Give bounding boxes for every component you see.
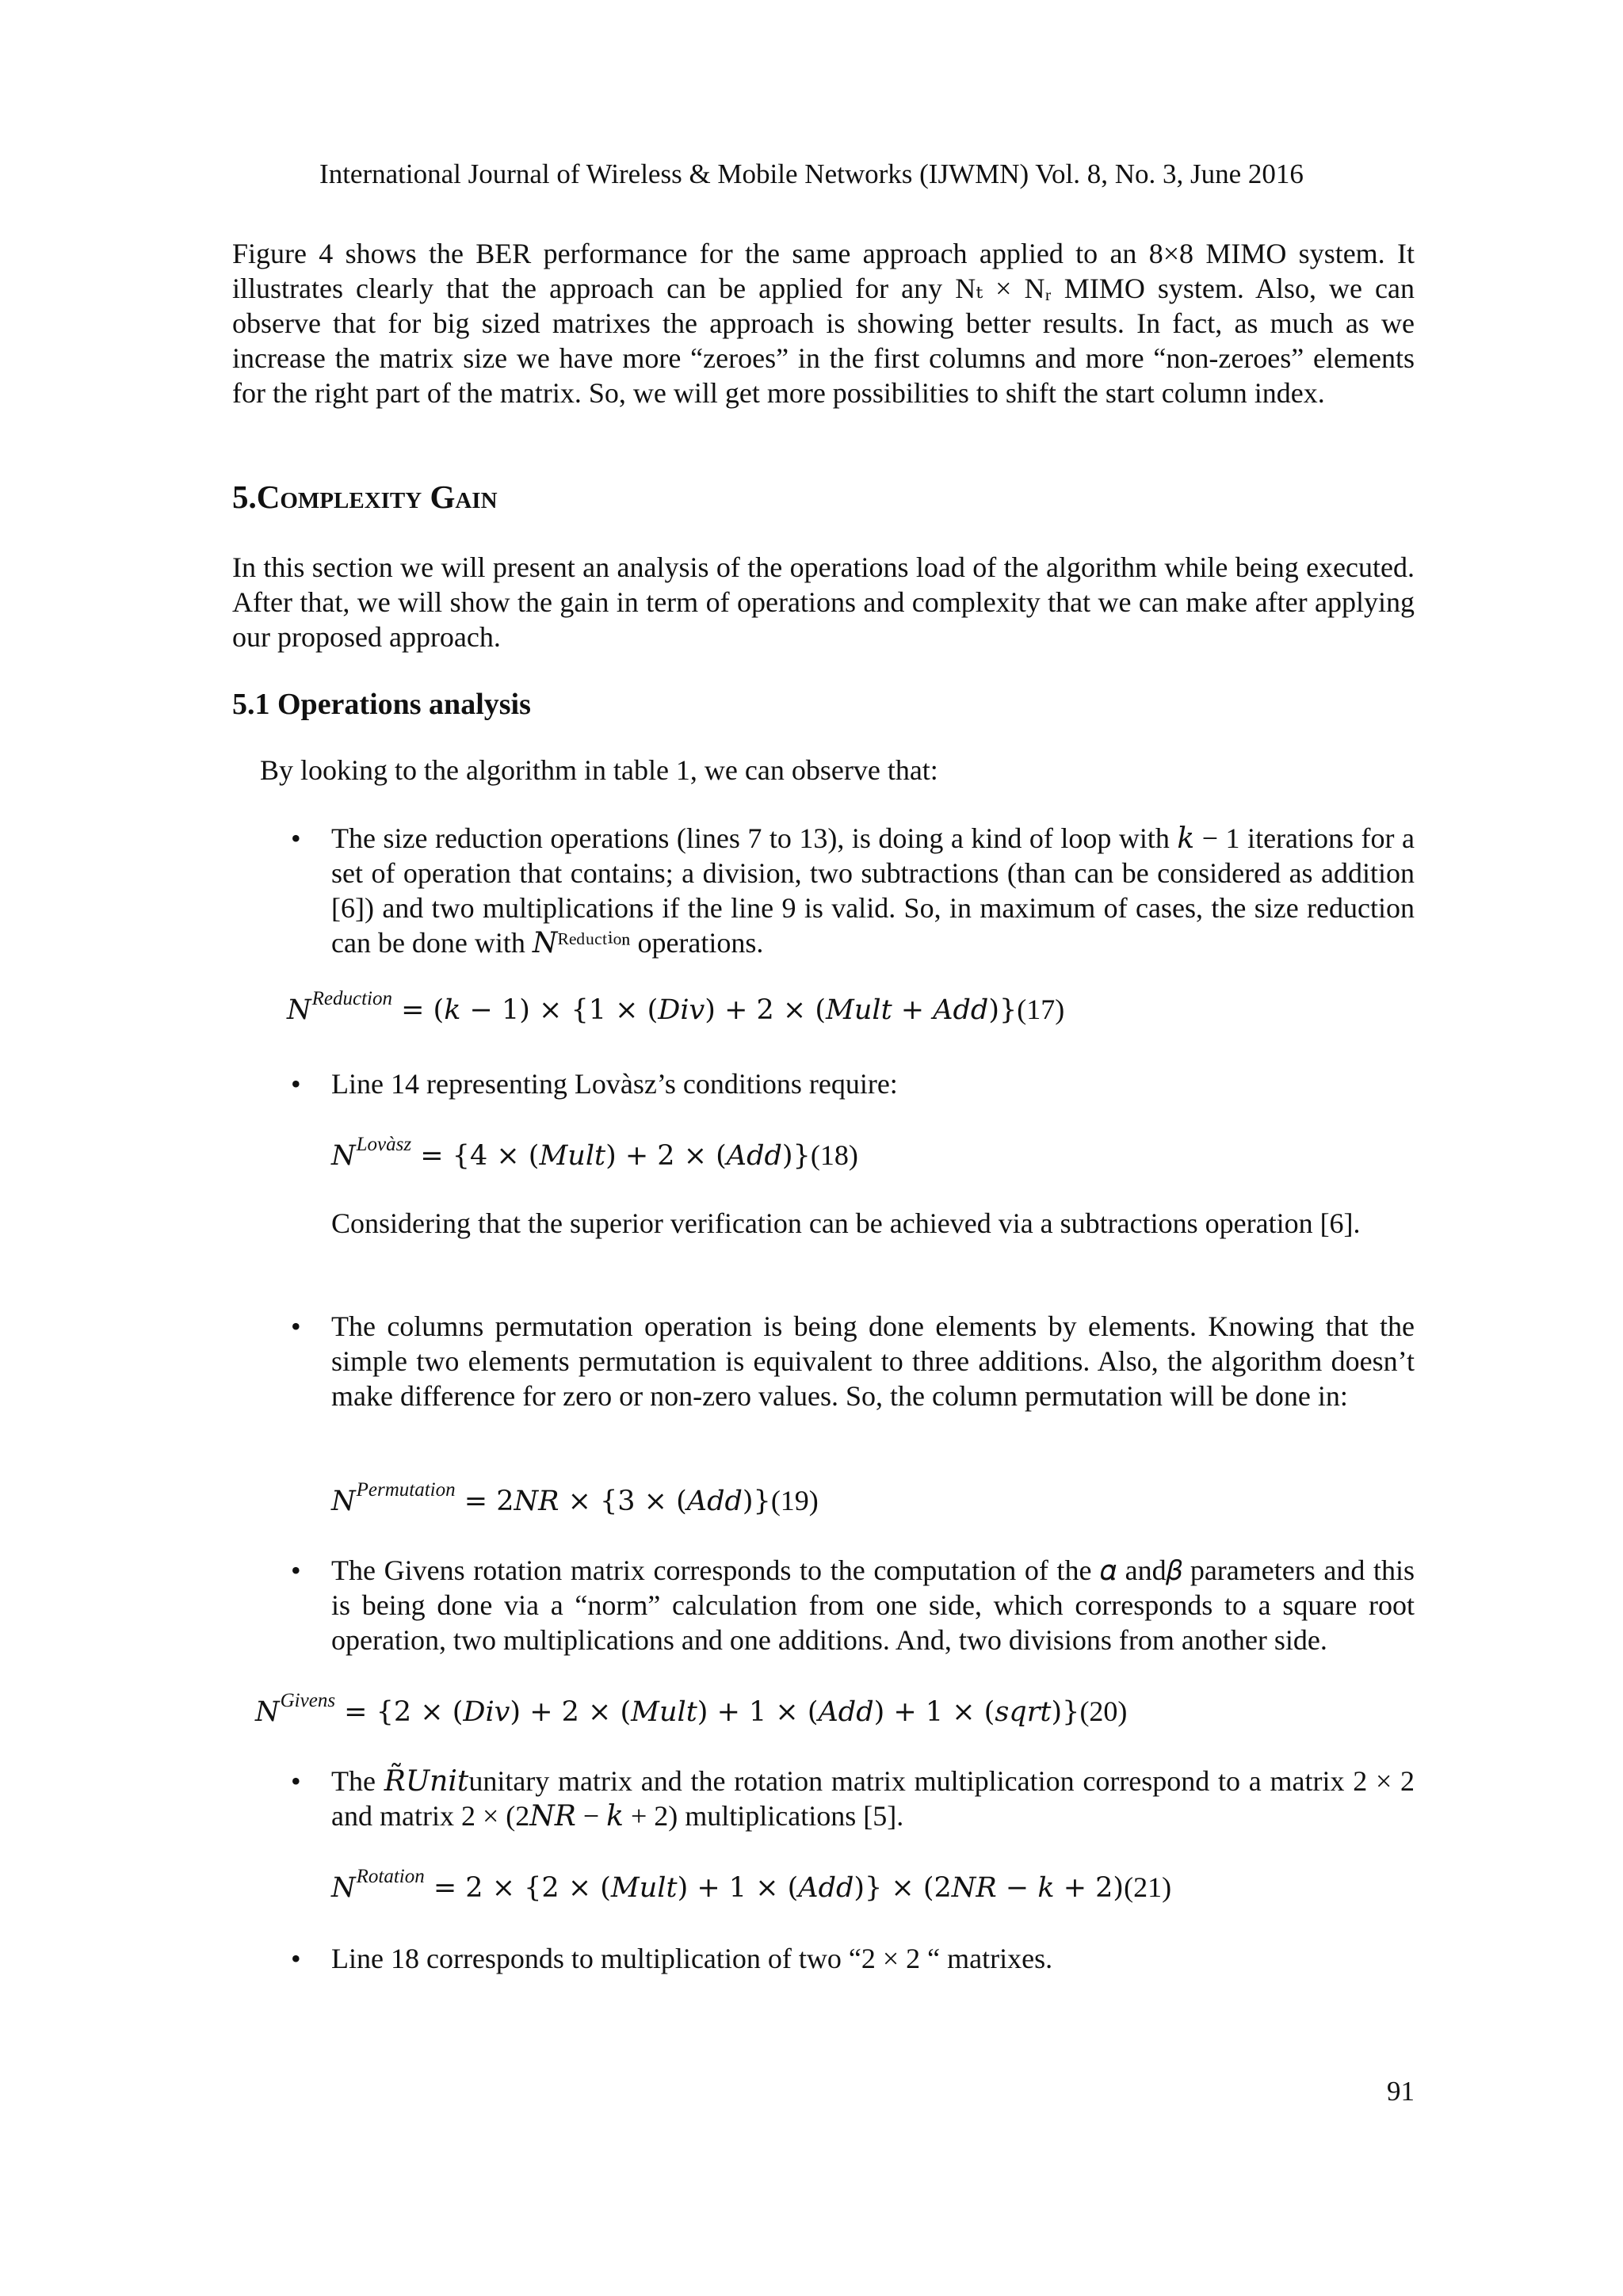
intro-paragraph-text: Figure 4 shows the BER performance for the same approach applied to an 8×8 MIMO system. It illustrates clearly that the approach can be applied for any Nₜ × Nᵣ MIMO system. Also, we can observe that for big sized matrixes the approach is showing better results. In fact, as much as we increase the matrix size we have more “zeroes” in the first columns and more “non-zeroes” elements for the right part of the matrix. So, we will get more possibilities to shift the start column index.	[232, 238, 1415, 409]
equation-20-number: (20)	[1079, 1695, 1128, 1727]
equation-19-body: = 2𝑁𝑅 × {3 × (𝐴𝑑𝑑)}	[455, 1486, 771, 1517]
equation-19-base: 𝑁	[331, 1486, 356, 1517]
bullet-line-18: Line 18 corresponds to multiplication of two “2 × 2 “ matrixes.	[331, 1943, 1053, 1974]
equation-19-superscript: Permutation	[356, 1479, 456, 1501]
bullet-marker: •	[291, 1554, 301, 1586]
equation-18-body: = {4 × (𝑀𝑢𝑙𝑡) + 2 × (𝐴𝑑𝑑)}	[411, 1140, 811, 1172]
bullet-rotation: The 𝑅̃𝑈𝑛𝑖𝑡unitary matrix and the rotation matrix multiplication correspond to a matrix 2 × 2 and matrix 2 × (2𝑁𝑅 − 𝑘 + 2) multiplications [5].	[331, 1765, 1415, 1832]
lovasz-note: Considering that the superior verification can be achieved via a subtractions operation [6].	[331, 1207, 1361, 1239]
equation-17-superscript: Reduction	[311, 988, 392, 1009]
running-header: International Journal of Wireless & Mobile Networks (IJWMN) Vol. 8, No. 3, June 2016	[319, 158, 1304, 189]
equation-20-base: 𝑁	[255, 1696, 280, 1728]
intro-paragraph	[232, 236, 1415, 410]
subsection-intro: By looking to the algorithm in table 1, we can observe that:	[260, 754, 938, 786]
equation-17-base: 𝑁	[287, 994, 311, 1026]
equation-17-body: = (𝑘 − 1) × {1 × (𝐷𝑖𝑣) + 2 × (𝑀𝑢𝑙𝑡 + 𝐴𝑑𝑑)}	[391, 994, 1018, 1026]
equation-17-number: (17)	[1017, 994, 1065, 1025]
equation-21-superscript: Rotation	[356, 1866, 425, 1887]
page-number: 91	[1387, 2076, 1415, 2107]
equation-20	[255, 1690, 1128, 1733]
equation-18	[331, 1134, 858, 1177]
equation-19	[331, 1479, 819, 1522]
equation-17	[287, 988, 1065, 1031]
bullet-marker: •	[291, 1310, 301, 1342]
section-heading: 5.Complexity Gain	[232, 479, 498, 515]
equation-19-number: (19)	[770, 1485, 819, 1516]
equation-21-body: = 2 × {2 × (𝑀𝑢𝑙𝑡) + 1 × (𝐴𝑑𝑑)} × (2𝑁𝑅 − 𝑘 + 2)	[424, 1872, 1125, 1904]
section-paragraph-text: In this section we will present an analysis of the operations load of the algorithm while being executed. After that, we will show the gain in term of operations and complexity that we can make after applying our proposed approach.	[232, 551, 1415, 653]
equation-18-number: (18)	[810, 1139, 858, 1171]
bullet-permutation: The columns permutation operation is being done elements by elements. Knowing that the simple two elements permutation is equivalent to three additions. Also, the algorithm doesn’t make difference for zero or non-zero values. So, the column permutation will be done in:	[331, 1310, 1415, 1412]
equation-18-base: 𝑁	[331, 1140, 356, 1172]
equation-18-superscript: Lovàsz	[356, 1134, 412, 1155]
bullet-size-reduction: The size reduction operations (lines 7 to 13), is doing a kind of loop with 𝑘 − 1 iterations for a set of operation that contains; a division, two subtractions (than can be considered as addition [6]) and two multiplications if the line 9 is valid. So, in maximum of cases, the size reduction can be done with 𝑁ᴿᵉᵈᵘᶜᵗⁱᵒⁿ operations.	[331, 822, 1415, 959]
subsection-heading: 5.1 Operations analysis	[232, 688, 531, 721]
bullet-givens: The Givens rotation matrix corresponds to the computation of the 𝛼 and𝛽 parameters and this is being done via a “norm” calculation from one side, which corresponds to a square root operation, two multiplications and one additions. And, two divisions from another side.	[331, 1554, 1415, 1656]
section-paragraph	[232, 550, 1415, 654]
bullet-marker: •	[291, 1943, 301, 1974]
bullet-lovasz: Line 14 representing Lovàsz’s conditions require:	[331, 1068, 898, 1100]
equation-21-base: 𝑁	[331, 1872, 356, 1904]
bullet-marker: •	[291, 1068, 301, 1100]
equation-21	[331, 1866, 1172, 1909]
equation-20-body: = {2 × (𝐷𝑖𝑣) + 2 × (𝑀𝑢𝑙𝑡) + 1 × (𝐴𝑑𝑑) + 1 × (𝑠𝑞𝑟𝑡)}	[335, 1696, 1080, 1728]
bullet-marker: •	[291, 1765, 301, 1797]
bullet-marker: •	[291, 822, 301, 854]
equation-21-number: (21)	[1124, 1871, 1172, 1903]
equation-20-superscript: Givens	[280, 1690, 336, 1711]
